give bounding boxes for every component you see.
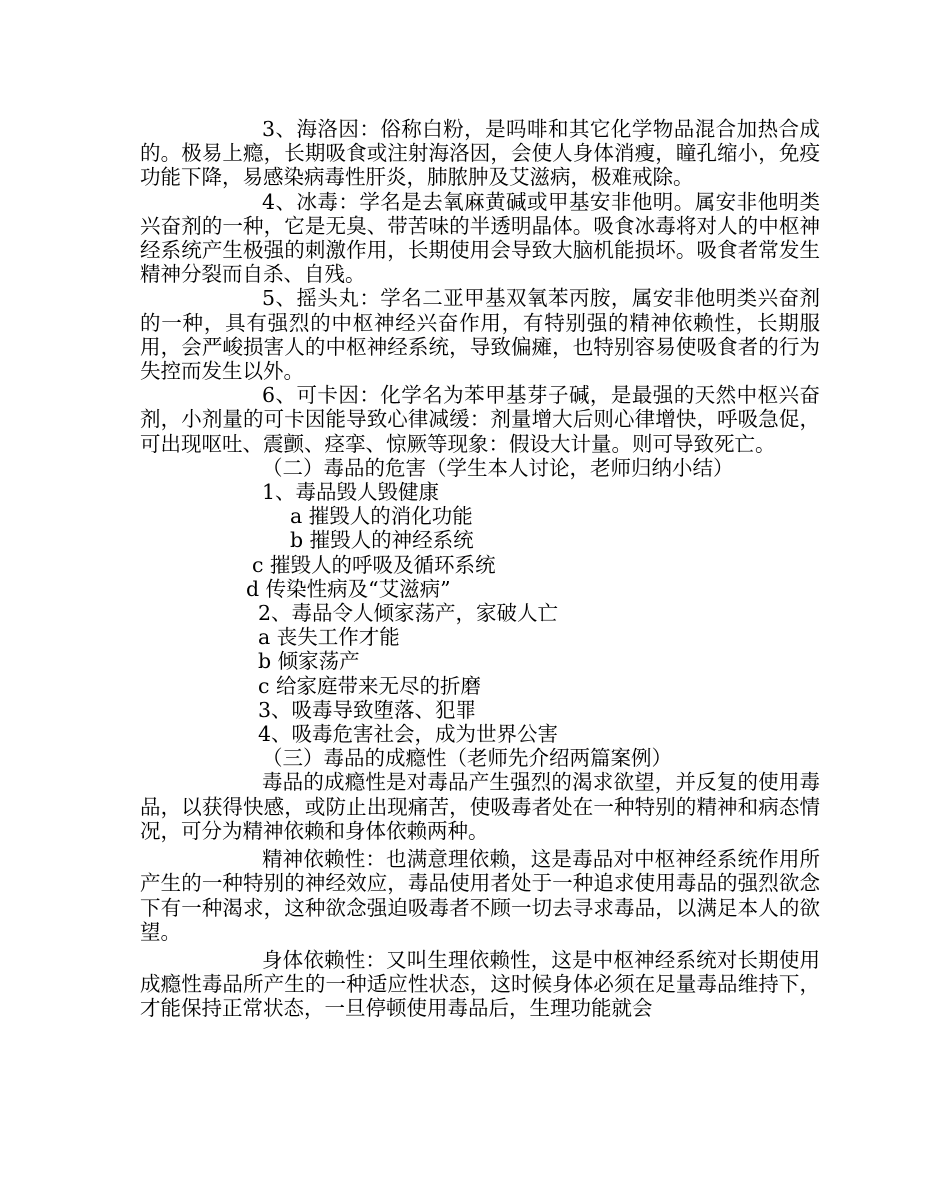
harm-item-2: 2、毒品令人倾家荡产，家破人亡: [258, 601, 559, 626]
harm-item-1c: c 摧毁人的呼吸及循环系统: [252, 552, 496, 577]
document-page: [140, 117, 820, 1021]
paragraph-mental-dependence: 精神依赖性：也满意理依赖，这是毒品对中枢神经系统作用所产生的一种特别的神经效应，毒品使用者处于一种追求使用毒品的强烈欲念下有一种渴求，这种欲念强迫吸毒者不顾一切去寻求毒品，以满足本人的欲望。: [140, 847, 820, 944]
harm-item-1: 1、毒品毁人毁健康: [262, 480, 440, 505]
paragraph-heroin: 3、海洛因：俗称白粉，是吗啡和其它化学物品混合加热合成的。极易上瘾，长期吸食或注射海洛因，会使人身体消瘦，瞳孔缩小，免疫功能下降，易感染病毒性肝炎，肺脓肿及艾滋病，极难戒除。: [140, 117, 820, 190]
harm-item-3: 3、吸毒导致堕落、犯罪: [258, 697, 477, 722]
paragraph-ice: 4、冰毒：学名是去氧麻黄碱或甲基安非他明。属安非他明类兴奋剂的一种，它是无臭、带苦味的半透明晶体。吸食冰毒将对人的中枢神经系统产生极强的刺激作用，长期使用会导致大脑机能损坏。吸食者常发生精神分裂而自杀、自残。: [140, 189, 820, 287]
harm-item-2b: b 倾家荡产: [258, 649, 360, 674]
harm-item-2c: c 给家庭带来无尽的折磨: [258, 673, 481, 698]
harm-item-1b: b 摧毁人的神经系统: [290, 528, 474, 553]
harm-item-2a: a 丧失工作才能: [258, 625, 400, 650]
paragraph-ecstasy: 5、摇头丸：学名二亚甲基双氧苯丙胺，属安非他明类兴奋剂的一种，具有强烈的中枢神经兴奋作用，有特别强的精神依赖性，长期服用，会严峻损害人的中枢神经系统，导致偏瘫，也特别容易使吸食者的行为失控而发生以外。: [140, 286, 820, 384]
paragraph-cocaine: 6、可卡因：化学名为苯甲基芽子碱，是最强的天然中枢兴奋剂，小剂量的可卡因能导致心律减缓：剂量增大后则心律增快，呼吸急促，可出现呕吐、震颤、痉挛、惊厥等现象：假设大计量。则可导致死亡。: [140, 383, 820, 456]
harm-item-1d: d 传染性病及“艾滋病”: [246, 576, 451, 601]
section-heading-addiction: （三）毒品的成瘾性（老师先介绍两篇案例）: [262, 746, 672, 771]
section-heading-harm: （二）毒品的危害（学生本人讨论，老师归纳小结）: [262, 455, 734, 480]
paragraph-physical-dependence: 身体依赖性：又叫生理依赖性，这是中枢神经系统对长期使用成瘾性毒品所产生的一种适应性状态，这时候身体必须在足量毒品维持下，才能保持正常状态，一旦停顿使用毒品后，生理功能就会: [140, 947, 820, 1021]
harm-item-1a: a 摧毁人的消化功能: [290, 504, 473, 529]
paragraph-addiction-intro: 毒品的成瘾性是对毒品产生强烈的渴求欲望，并反复的使用毒品，以获得快感，或防止出现痛苦，使吸毒者处在一种特别的精神和病态情况，可分为精神依赖和身体依赖两种。: [140, 770, 820, 843]
harm-item-4: 4、吸毒危害社会，成为世界公害: [258, 722, 559, 747]
